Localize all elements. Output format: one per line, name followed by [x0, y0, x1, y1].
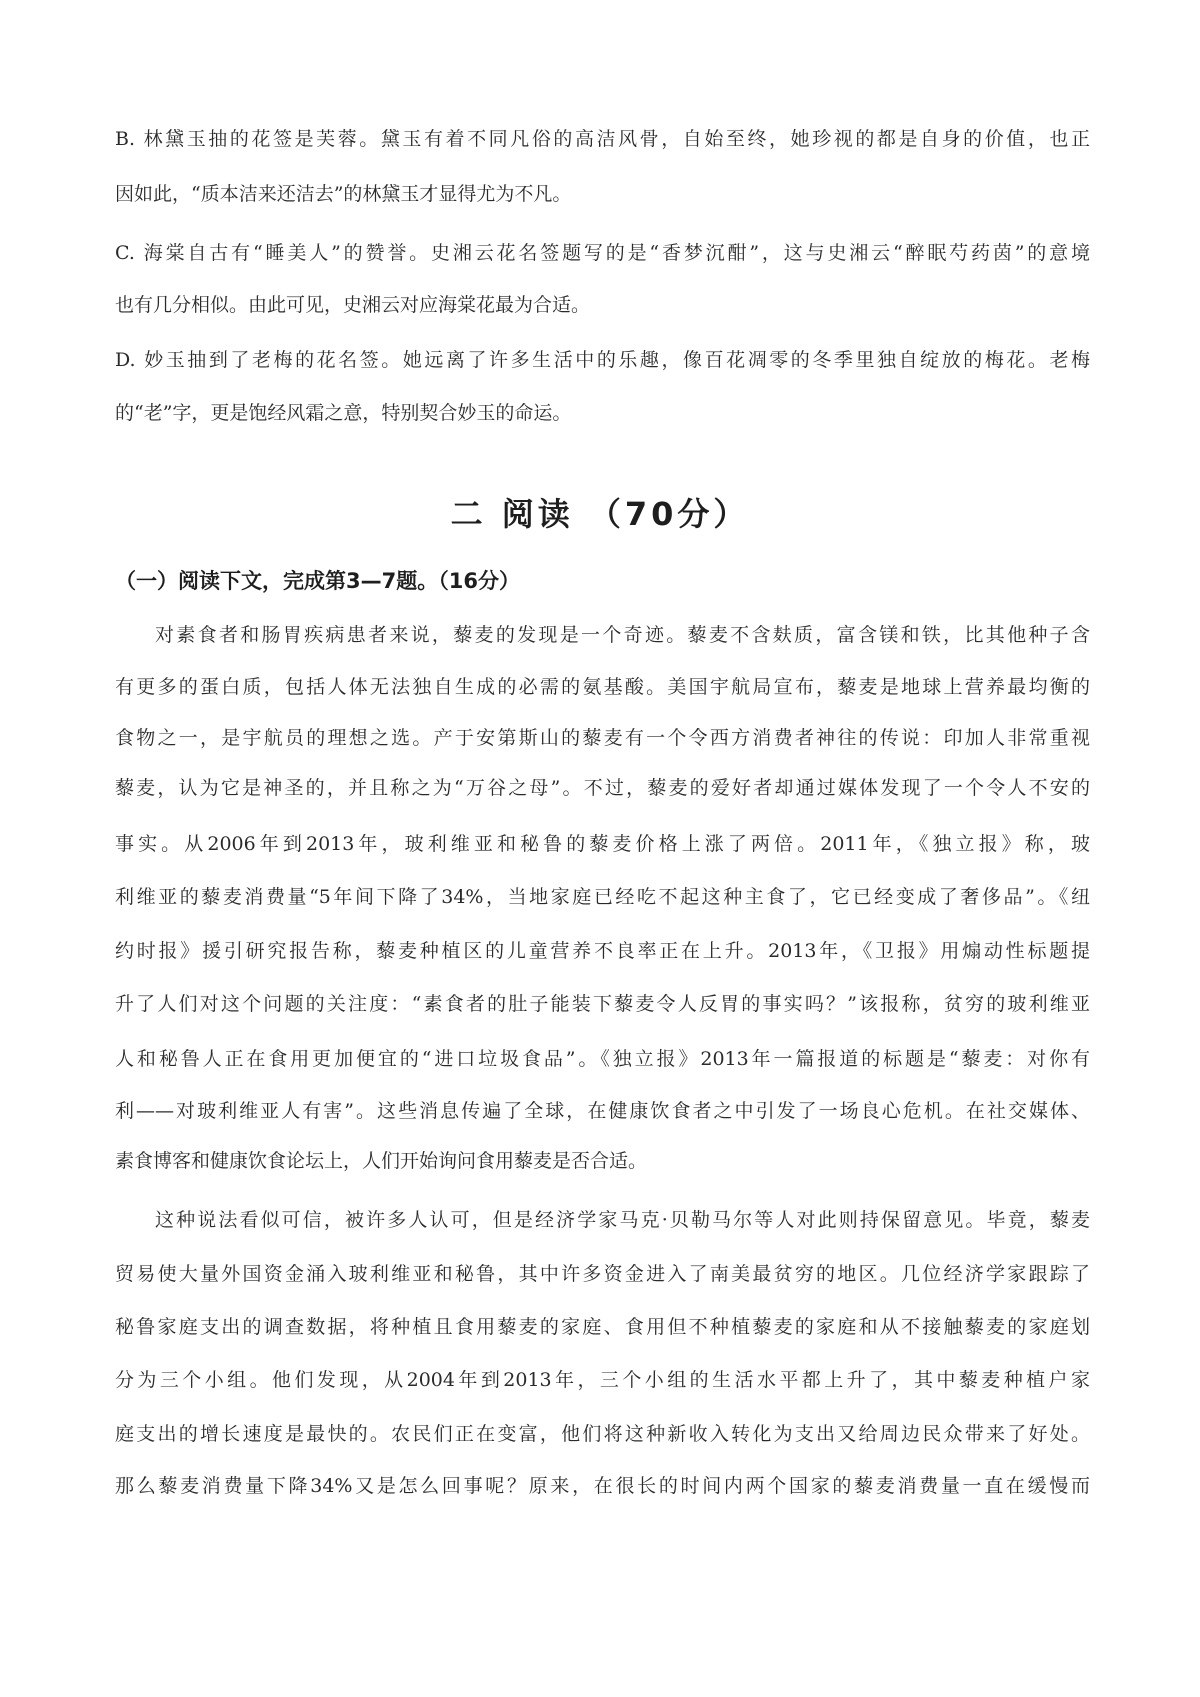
passage-line: 约时报》援引研究报告称，藜麦种植区的儿童营养不良率正在上升。2013年，《卫报》用煽动性标题提: [115, 940, 1090, 962]
passage-line: 对素食者和肠胃疾病患者来说，藜麦的发现是一个奇迹。藜麦不含麸质，富含镁和铁，比其他种子含: [155, 624, 1090, 646]
passage-line: 利——对玻利维亚人有害”。这些消息传遍了全球，在健康饮食者之中引发了一场良心危机。在社交媒体、: [115, 1100, 1090, 1122]
passage-line: 事实。从2006年到2013年，玻利维亚和秘鲁的藜麦价格上涨了两倍。2011年，《独立报》称，玻: [115, 833, 1090, 855]
passage-line: 这种说法看似可信，被许多人认可，但是经济学家马克·贝勒马尔等人对此则持保留意见。毕竟，藜麦: [155, 1209, 1090, 1231]
passage-line: 利维亚的藜麦消费量“5年间下降了34%，当地家庭已经吃不起这种主食了，它已经变成了奢侈品”。《纽: [115, 886, 1090, 908]
option-c-line-1: C. 海棠自古有“睡美人”的赞誉。史湘云花名签题写的是“香梦沉酣”，这与史湘云“醉眠芍药茵”的意境: [115, 242, 1090, 264]
passage-line: 食物之一，是宇航员的理想之选。产于安第斯山的藜麦有一个令西方消费者神往的传说：印加人非常重视: [115, 727, 1090, 749]
option-d-line-1: D. 妙玉抽到了老梅的花名签。她远离了许多生活中的乐趣，像百花凋零的冬季里独自绽放的梅花。老梅: [115, 349, 1090, 371]
passage-line: 秘鲁家庭支出的调查数据，将种植且食用藜麦的家庭、食用但不种植藜麦的家庭和从不接触藜麦的家庭划: [115, 1316, 1090, 1338]
passage-line: 庭支出的增长速度是最快的。农民们正在变富，他们将这种新收入转化为支出又给周边民众带来了好处。: [115, 1423, 1090, 1445]
passage-line: 分为三个小组。他们发现，从2004年到2013年，三个小组的生活水平都上升了，其中藜麦种植户家: [115, 1369, 1090, 1391]
option-d-line-2: 的“老”字，更是饱经风霜之意，特别契合妙玉的命运。: [115, 402, 572, 424]
passage-line: 那么藜麦消费量下降34%又是怎么回事呢？原来，在很长的时间内两个国家的藜麦消费量一直在缓慢而: [115, 1475, 1090, 1497]
passage-line: 有更多的蛋白质，包括人体无法独自生成的必需的氨基酸。美国宇航局宣布，藜麦是地球上营养最均衡的: [115, 676, 1090, 698]
passage-line: 人和秘鲁人正在食用更加便宜的“进口垃圾食品”。《独立报》2013年一篇报道的标题是“藜麦：对你有: [115, 1048, 1090, 1070]
option-b-line-2: 因如此，“质本洁来还洁去”的林黛玉才显得尤为不凡。: [115, 183, 572, 205]
passage-line: 贸易使大量外国资金涌入玻利维亚和秘鲁，其中许多资金进入了南美最贫穷的地区。几位经济学家跟踪了: [115, 1263, 1090, 1285]
subsection-heading: （一）阅读下文，完成第3—7题。（16分）: [115, 569, 520, 593]
passage-line: 素食博客和健康饮食论坛上，人们开始询问食用藜麦是否合适。: [115, 1150, 648, 1172]
option-b-line-1: B. 林黛玉抽的花签是芙蓉。黛玉有着不同凡俗的高洁风骨，自始至终，她珍视的都是自身的价值，也正: [115, 128, 1090, 150]
option-c-line-2: 也有几分相似。由此可见，史湘云对应海棠花最为合适。: [115, 294, 591, 316]
passage-line: 藜麦，认为它是神圣的，并且称之为“万谷之母”。不过，藜麦的爱好者却通过媒体发现了一个令人不安的: [115, 777, 1090, 799]
section-title: 二 阅读 （70分）: [450, 495, 750, 533]
passage-line: 升了人们对这个问题的关注度：“素食者的肚子能装下藜麦令人反胃的事实吗？”该报称，贫穷的玻利维亚: [115, 993, 1090, 1015]
